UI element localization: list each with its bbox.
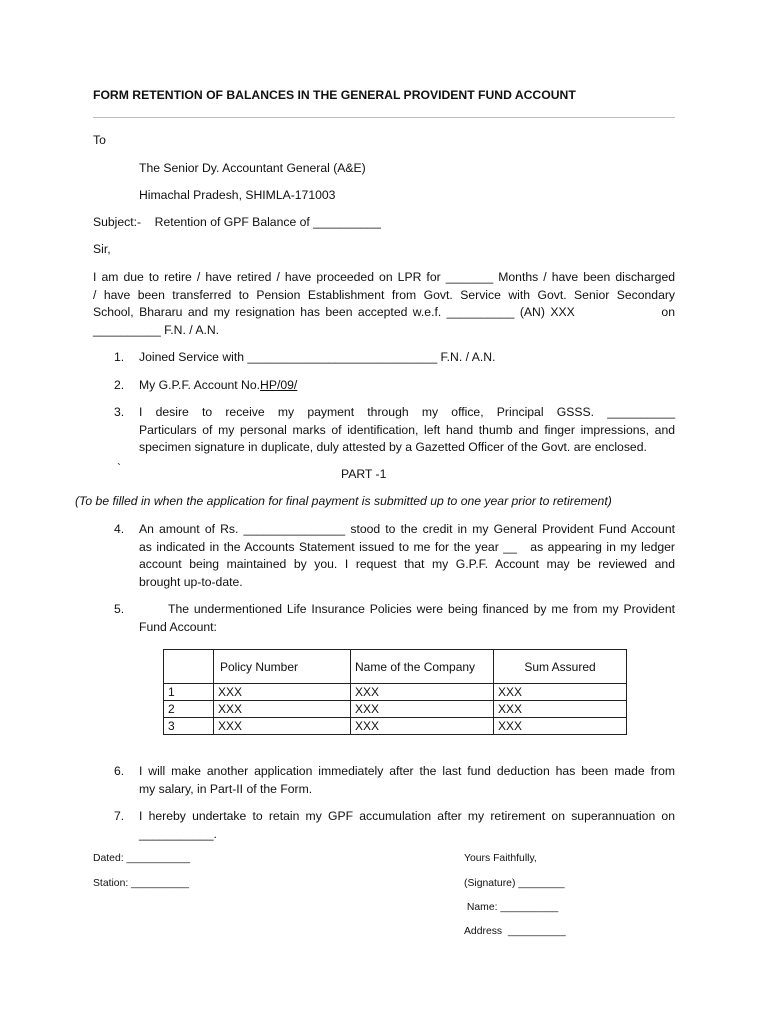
item-line: Fund Account: xyxy=(139,619,217,634)
column-header: Policy Number xyxy=(214,650,351,684)
item-number: 5. xyxy=(114,602,125,616)
table-cell: 3 xyxy=(164,718,214,735)
intro-line: / have been transferred to Pension Establishment from Govt. Service with Govt. Senior Secondary xyxy=(93,287,675,302)
item-number: 4. xyxy=(114,522,125,536)
table-cell: XXX xyxy=(351,718,494,735)
list-item-4 xyxy=(114,521,675,591)
address-line-2: Himachal Pradesh, SHIMLA-171003 xyxy=(139,188,336,202)
station-field: Station: __________ xyxy=(93,878,189,889)
table-cell: XXX xyxy=(494,718,627,735)
item-line: An amount of Rs. _______________ stood to the credit in my General Provident Fund Account xyxy=(139,522,675,536)
table-cell: XXX xyxy=(494,684,627,701)
item-number: 1. xyxy=(114,350,125,364)
dated-field: Dated: ___________ xyxy=(93,853,191,864)
intro-paragraph xyxy=(93,269,675,339)
item-line: The undermentioned Life Insurance Policies were being financed by me from my Provident xyxy=(139,602,675,616)
item-number: 7. xyxy=(114,809,125,823)
intro-line: School, Bhararu and my resignation has been accepted w.e.f. __________ (AN) XXX on xyxy=(93,305,675,320)
table-row xyxy=(164,684,627,701)
item-line: Particulars of my personal marks of identification, left hand thumb and finger impressions, and xyxy=(139,422,675,437)
list-item-6 xyxy=(114,763,675,798)
table-cell: XXX xyxy=(351,684,494,701)
list-item-5 xyxy=(114,601,675,636)
table-cell: XXX xyxy=(351,701,494,718)
item-line: account being maintained by you. I request that my G.P.F. Account may be reviewed and xyxy=(139,557,675,572)
form-title: FORM RETENTION OF BALANCES IN THE GENERAL PROVIDENT FUND ACCOUNT xyxy=(93,88,576,102)
signature-field: (Signature) ________ xyxy=(464,878,565,889)
table-row xyxy=(164,701,627,718)
address-line-1: The Senior Dy. Accountant General (A&E) xyxy=(139,161,366,175)
item-text xyxy=(139,377,675,395)
item-line: I desire to receive my payment through my office, Principal GSSS. __________ xyxy=(139,405,675,419)
item-line: I hereby undertake to retain my GPF accumulation after my retirement on superannuation on xyxy=(139,809,675,823)
account-label: My G.P.F. Account No. xyxy=(139,378,261,392)
address-field: Address __________ xyxy=(464,926,566,937)
item-text xyxy=(139,521,675,591)
item-number: 6. xyxy=(114,764,125,778)
item-text xyxy=(139,808,675,843)
item-number: 2. xyxy=(114,378,125,392)
item-line: my salary, in Part-II of the Form. xyxy=(139,781,313,796)
table-row xyxy=(164,718,627,735)
item-text xyxy=(139,404,675,457)
table-header-row xyxy=(164,650,627,684)
item-text xyxy=(139,763,675,798)
to-label: To xyxy=(93,133,106,147)
title-divider xyxy=(93,117,675,118)
table-cell: XXX xyxy=(494,701,627,718)
list-item-7 xyxy=(114,808,675,843)
closing-text: Yours Faithfully, xyxy=(464,853,537,864)
list-item-1 xyxy=(114,349,675,367)
item-line: specimen signature in duplicate, duly attested by a Gazetted Officer of the Govt. are enclosed. xyxy=(139,440,647,455)
subject-line: Subject:- Retention of GPF Balance of __________ xyxy=(93,215,381,229)
item-text xyxy=(139,601,675,636)
item-line: brought up-to-date. xyxy=(139,574,243,589)
column-header xyxy=(164,650,214,684)
intro-line: __________ F.N. / A.N. xyxy=(93,322,220,337)
column-header: Name of the Company xyxy=(351,650,494,684)
intro-line: I am due to retire / have retired / have proceeded on LPR for _______ Months / have been discharged xyxy=(93,270,675,284)
table-cell: XXX xyxy=(214,684,351,701)
part-note: (To be filled in when the application for final payment is submitted up to one year prior to retirement) xyxy=(75,494,612,508)
salutation: Sir, xyxy=(93,242,111,256)
column-header: Sum Assured xyxy=(494,650,627,684)
policy-table xyxy=(163,649,627,735)
account-number-value: HP/09/ xyxy=(260,378,298,392)
list-item-3 xyxy=(114,404,675,457)
table-cell: XXX xyxy=(214,701,351,718)
item-number: 3. xyxy=(114,405,125,419)
part-heading: PART -1 xyxy=(341,467,387,481)
table-cell: 1 xyxy=(164,684,214,701)
table-cell: XXX xyxy=(214,718,351,735)
item-line: I will make another application immediately after the last fund deduction has been made from xyxy=(139,764,675,778)
name-field: Name: __________ xyxy=(464,902,559,913)
item-line: as indicated in the Accounts Statement issued to me for the year __ as appearing in my ledger xyxy=(139,539,675,554)
list-item-2 xyxy=(114,377,675,395)
backtick-mark: ` xyxy=(117,461,122,475)
item-line: ___________. xyxy=(139,826,217,841)
item-text: Joined Service with ____________________________ F.N. / A.N. xyxy=(139,350,496,364)
table-cell: 2 xyxy=(164,701,214,718)
